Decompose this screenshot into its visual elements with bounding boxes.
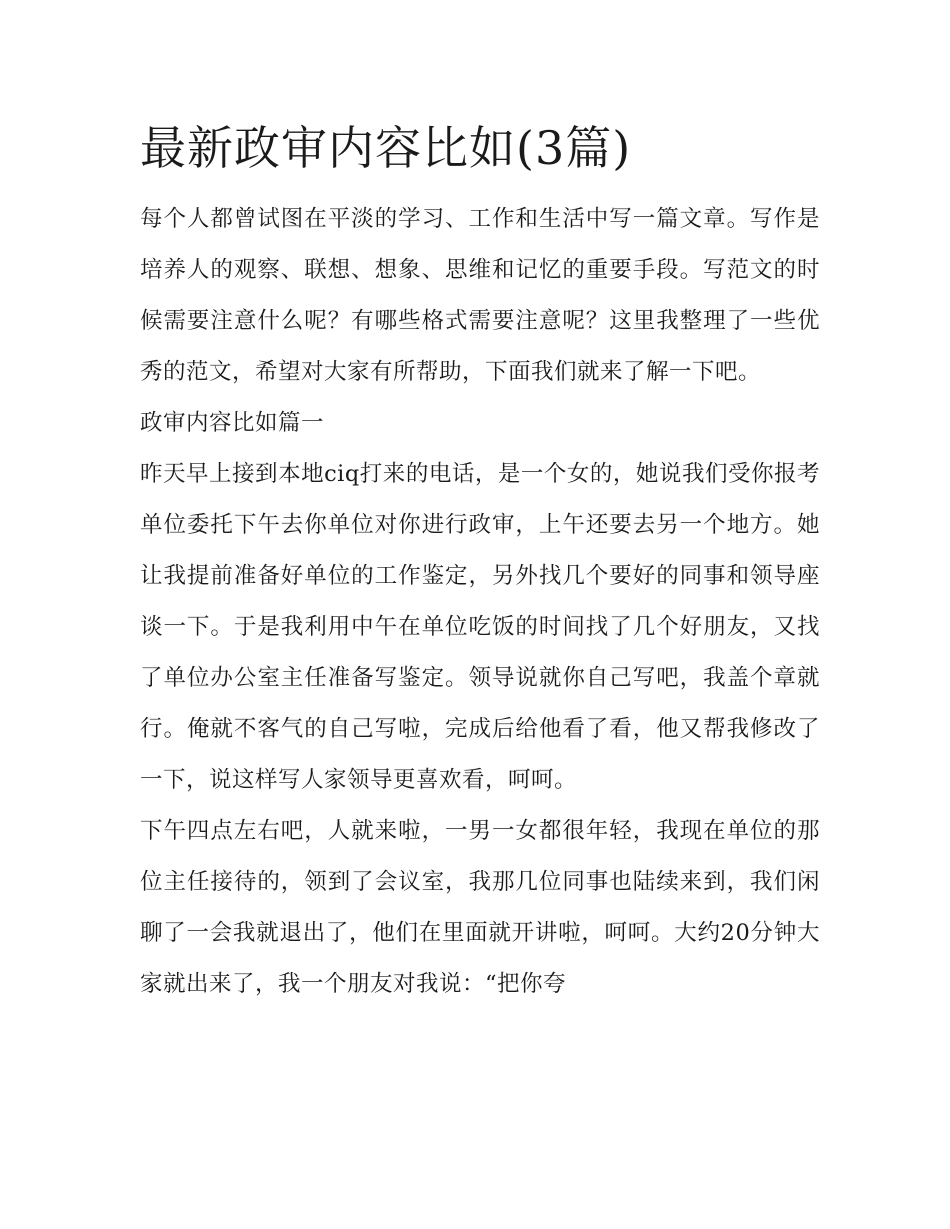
body-paragraph-2: 下午四点左右吧，人就来啦，一男一女都很年轻，我现在单位的那位主任接待的，领到了会议室，我那几位同事也陆续来到，我们闲聊了一会我就退出了，他们在里面就开讲啦，呵呵。大约20分钟大家就出来了，我一个朋友对我说：“把你夸 [140,818,820,997]
body-paragraph-1: 昨天早上接到本地ciq打来的电话，是一个女的，她说我们受你报考单位委托下午去你单位对你进行政审，上午还要去另一个地方。她让我提前准备好单位的工作鉴定，另外找几个要好的同事和领导座谈一下。于是我利用中午在单位吃饭的时间找了几个好朋友，又找了单位办公室主任准备写鉴定。领导说就你自己写吧，我盖个章就行。俺就不客气的自己写啦，完成后给他看了看，他又帮我修改了一下，说这样写人家领导更喜欢看，呵呵。 [140,461,820,793]
document-body [140,116,820,1010]
document-title: 最新政审内容比如(3篇) [140,121,632,175]
intro-paragraph: 每个人都曾试图在平淡的学习、工作和生活中写一篇文章。写作是培养人的观察、联想、想象、思维和记忆的重要手段。写范文的时候需要注意什么呢？有哪些格式需要注意呢？这里我整理了一些优秀的范文，希望对大家有所帮助，下面我们就来了解一下吧。 [140,206,820,385]
section-heading: 政审内容比如篇一 [140,410,325,436]
